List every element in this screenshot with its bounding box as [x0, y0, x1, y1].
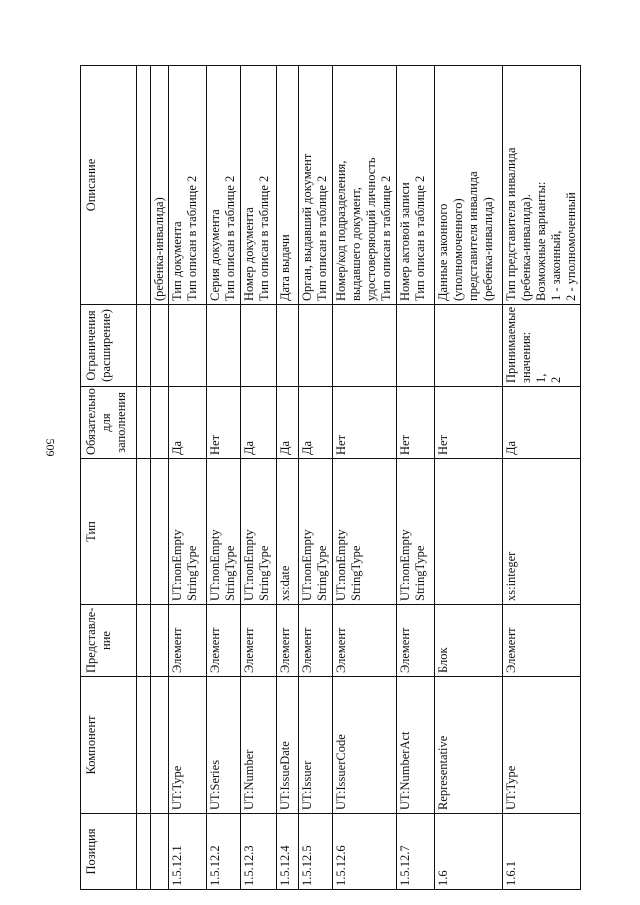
cell-representation: Элемент [207, 605, 241, 677]
cell-position: 1.5.12.1 [169, 814, 207, 890]
header-component: Компонент [81, 677, 137, 814]
table-row [299, 66, 333, 890]
cell-description: Тип представителя инвалида (ребенка-инвалида). Возможные варианты: 1 - законный, 2 - уполномоченный [503, 66, 581, 305]
cell-restrictions [333, 305, 397, 387]
header-restrictions: Ограничения (расширение) [81, 305, 137, 387]
table-row [241, 66, 277, 890]
cell-mandatory: Да [169, 387, 207, 459]
cell-description: Тип документа Тип описан в таблице 2 [169, 66, 207, 305]
table-row [137, 66, 151, 890]
header-type: Тип [81, 459, 137, 605]
cell-representation: Элемент [241, 605, 277, 677]
cell-type: UT:nonEmpty StringType [333, 459, 397, 605]
header-mandatory: Обязательно для заполнения [81, 387, 137, 459]
cell-type [435, 459, 503, 605]
cell-component: UT:Type [503, 677, 581, 814]
cell-component: UT:IssuerCode [333, 677, 397, 814]
cell-component: UT:Number [241, 677, 277, 814]
cell-representation: Элемент [277, 605, 299, 677]
cell-mandatory: Нет [397, 387, 435, 459]
cell-restrictions [435, 305, 503, 387]
header-row [81, 66, 137, 890]
cell-description: Номер актовой записи Тип описан в таблице 2 [397, 66, 435, 305]
cell-type: UT:nonEmpty StringType [397, 459, 435, 605]
cell-mandatory: Нет [207, 387, 241, 459]
table-row [169, 66, 207, 890]
cell-description: Орган, выдавший документ Тип описан в таблице 2 [299, 66, 333, 305]
table-row [207, 66, 241, 890]
cell-description: Данные законного (уполномоченного) представителя инвалида (ребенка-инвалида) [435, 66, 503, 305]
cell-type: xs:integer [503, 459, 581, 605]
continuation-text: (ребенка-инвалида) [152, 197, 166, 301]
cell-position: 1.5.12.2 [207, 814, 241, 890]
cell-position: 1.5.12.6 [333, 814, 397, 890]
cell-type: UT:nonEmpty StringType [207, 459, 241, 605]
cell-representation: Блок [435, 605, 503, 677]
table-row [503, 66, 581, 890]
cell-representation: Элемент [299, 605, 333, 677]
cell-type: UT:nonEmpty StringType [299, 459, 333, 605]
table-row [277, 66, 299, 890]
cell-restrictions [299, 305, 333, 387]
rotated-page-content [80, 66, 622, 890]
cell-representation: Элемент [503, 605, 581, 677]
cell-type: UT:nonEmpty StringType [169, 459, 207, 605]
cell-mandatory: Да [503, 387, 581, 459]
cell-mandatory: Нет [435, 387, 503, 459]
cell-component: UT:IssueDate [277, 677, 299, 814]
cell-component: UT:NumberAct [397, 677, 435, 814]
cell-restrictions [397, 305, 435, 387]
cell-mandatory: Да [299, 387, 333, 459]
cell-mandatory: Нет [333, 387, 397, 459]
cell-type: UT:nonEmpty StringType [241, 459, 277, 605]
cell-representation: Элемент [333, 605, 397, 677]
cell-description: Серия документа Тип описан в таблице 2 [207, 66, 241, 305]
cell-mandatory: Да [277, 387, 299, 459]
cell-position: 1.6 [435, 814, 503, 890]
cell-restrictions [169, 305, 207, 387]
cell-description: Номер/код подразделения, выдавшего документ, удостоверяющий личность Тип описан в таблице 2 [333, 66, 397, 305]
cell-component: UT:Series [207, 677, 241, 814]
cell-component: UT:Issuer [299, 677, 333, 814]
table-row [435, 66, 503, 890]
continuation-row [151, 66, 169, 890]
cell-position: 1.5.12.4 [277, 814, 299, 890]
cell-position: 1.5.12.7 [397, 814, 435, 890]
cell-component: Representative [435, 677, 503, 814]
header-representation: Представле- ние [81, 605, 137, 677]
page-number: 509 [43, 438, 58, 457]
header-position: Позиция [81, 814, 137, 890]
cell-type: xs:date [277, 459, 299, 605]
cell-description: Номер документа Тип описан в таблице 2 [241, 66, 277, 305]
cell-description: Дата выдачи [277, 66, 299, 305]
table-row [333, 66, 397, 890]
table-frame [80, 66, 622, 890]
specification-table [80, 65, 581, 890]
cell-restrictions: Принимаемые значения: 1, 2 [503, 305, 581, 387]
cell-representation: Элемент [169, 605, 207, 677]
cell-position: 1.5.12.3 [241, 814, 277, 890]
cell-component: UT:Type [169, 677, 207, 814]
cell-restrictions [241, 305, 277, 387]
cell-restrictions [207, 305, 241, 387]
cell-mandatory: Да [241, 387, 277, 459]
cell-position: 1.5.12.5 [299, 814, 333, 890]
table-row [397, 66, 435, 890]
cell-restrictions [277, 305, 299, 387]
header-description: Описание [81, 66, 137, 305]
cell-representation: Элемент [397, 605, 435, 677]
cell-position: 1.6.1 [503, 814, 581, 890]
